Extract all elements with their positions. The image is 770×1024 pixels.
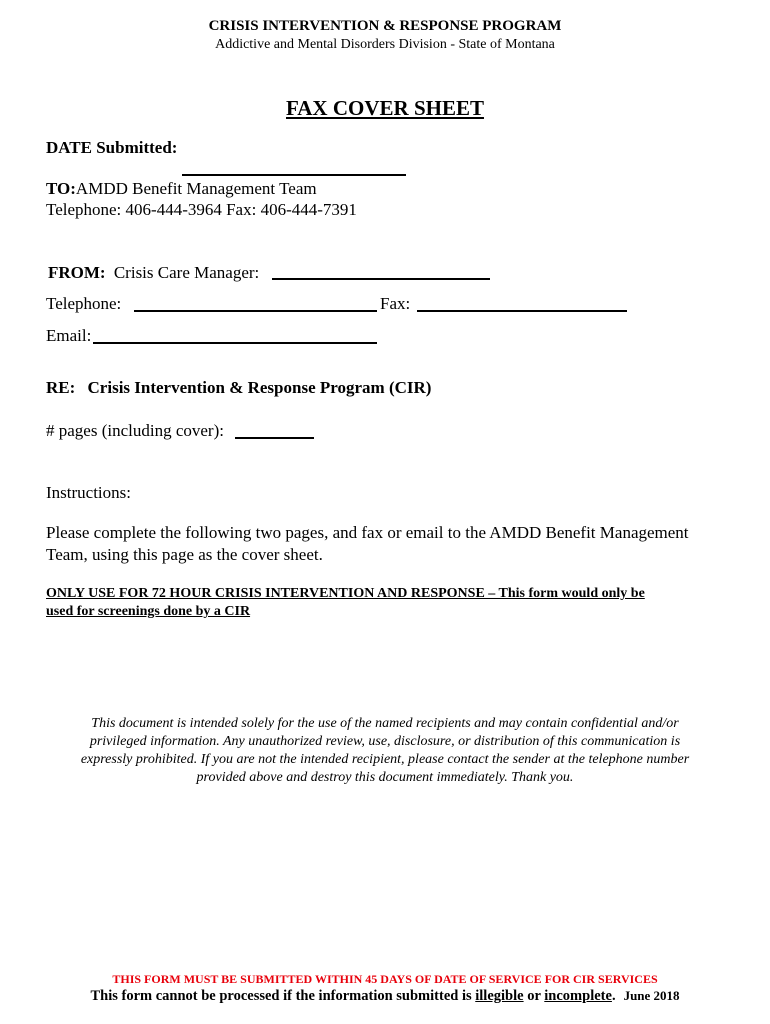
date-submitted-field[interactable] xyxy=(182,174,406,176)
processing-notice xyxy=(0,988,770,1005)
crisis-manager-label: Crisis Care Manager: xyxy=(113,263,260,282)
from-telephone-label: Telephone: xyxy=(46,294,122,313)
instructions-heading: Instructions: xyxy=(46,483,131,502)
re-subject: Crisis Intervention & Response Program (CIR) xyxy=(87,378,432,397)
pages-label: # pages (including cover): xyxy=(46,421,224,440)
to-recipient: AMDD Benefit Management Team xyxy=(75,179,317,198)
page-title-text: FAX COVER SHEET xyxy=(286,96,484,120)
or-word: or xyxy=(523,988,545,1004)
instructions-line-2: Team, using this page as the cover sheet. xyxy=(46,545,323,564)
to-line xyxy=(46,179,317,199)
from-fax-field[interactable] xyxy=(417,310,627,312)
from-email-label: Email: xyxy=(46,326,92,345)
from-email-field[interactable] xyxy=(93,342,377,344)
re-label: RE: xyxy=(46,378,76,397)
notice-line-1: ONLY USE FOR 72 HOUR CRISIS INTERVENTION AND RESPONSE – This form would only be xyxy=(46,586,645,601)
crisis-manager-field[interactable] xyxy=(272,278,490,280)
disclaimer-line-1: This document is intended solely for the use of the named recipients and may contain confidential and/or xyxy=(91,716,679,731)
to-label: TO: xyxy=(46,179,76,198)
to-contact: Telephone: 406-444-3964 Fax: 406-444-7391 xyxy=(46,200,357,219)
notice-line-2: used for screenings done by a CIR xyxy=(46,604,251,619)
division-subtitle: Addictive and Mental Disorders Division - State of Montana xyxy=(215,37,555,52)
date-submitted-label: DATE Submitted: xyxy=(46,138,178,157)
form-date: June 2018 xyxy=(623,988,680,1003)
from-line xyxy=(48,263,259,283)
from-fax-label: Fax: xyxy=(380,294,411,313)
deadline-notice: THIS FORM MUST BE SUBMITTED WITHIN 45 DAYS OF DATE OF SERVICE FOR CIR SERVICES xyxy=(112,972,658,986)
illegible-word: illegible xyxy=(475,988,524,1004)
pages-field[interactable] xyxy=(235,437,314,439)
disclaimer-line-3: expressly prohibited. If you are not the intended recipient, please contact the sender at the telephone number xyxy=(80,752,690,767)
instructions-line-1: Please complete the following two pages, and fax or email to the AMDD Benefit Management xyxy=(46,523,689,542)
from-telephone-field[interactable] xyxy=(134,310,377,312)
disclaimer-line-4: provided above and destroy this document immediately. Thank you. xyxy=(196,770,574,785)
processing-prefix: This form cannot be processed if the information submitted is xyxy=(90,988,476,1004)
disclaimer-line-2: privileged information. Any unauthorized review, use, disclosure, or distribution of this communication is xyxy=(89,734,681,749)
period: . xyxy=(611,988,616,1004)
program-title: CRISIS INTERVENTION & RESPONSE PROGRAM xyxy=(208,18,562,34)
from-label: FROM: xyxy=(48,263,106,282)
incomplete-word: incomplete xyxy=(544,988,612,1004)
page-title xyxy=(0,96,770,121)
re-line xyxy=(46,378,431,398)
